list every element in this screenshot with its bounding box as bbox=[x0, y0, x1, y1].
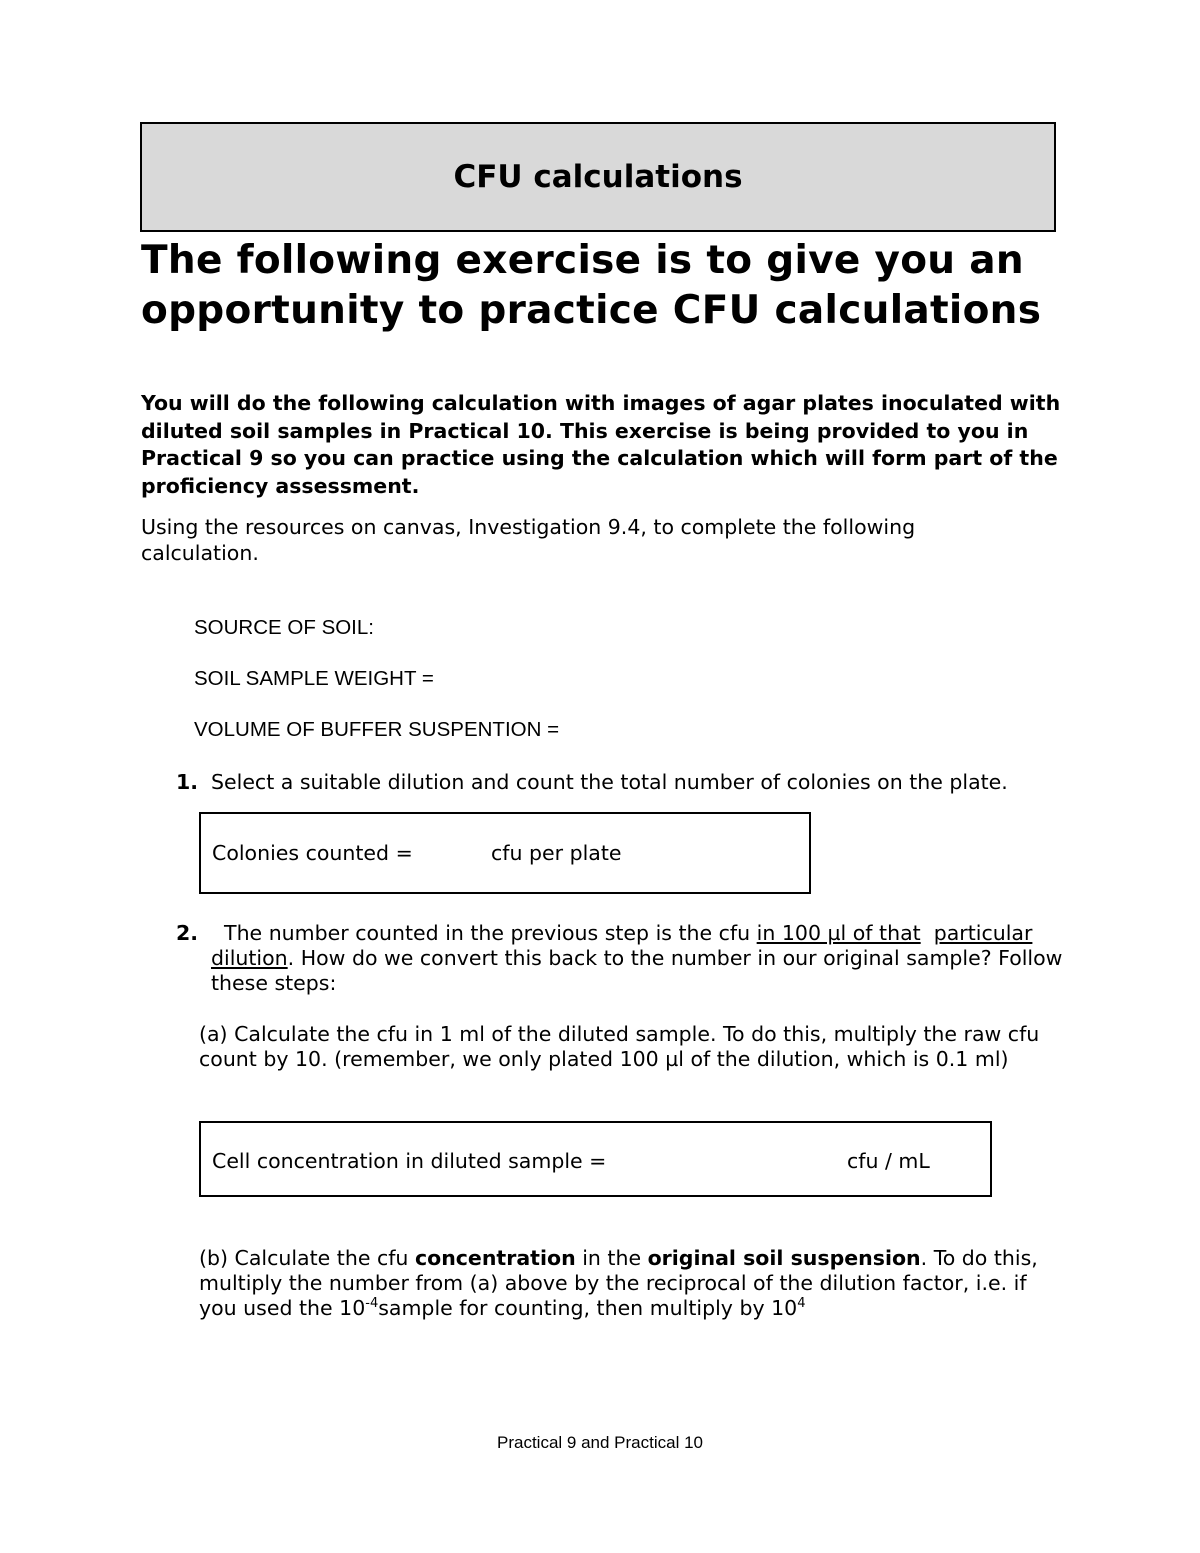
step-2b-part-3: . To do this, multiply the number from (a) above by the reciprocal of the dilution factor, i.e. if you used the 10 bbox=[199, 1246, 1038, 1320]
step-2b-part-1: (b) Calculate the cfu bbox=[199, 1246, 415, 1270]
title-box bbox=[140, 122, 1056, 232]
step-2-number: 2. bbox=[176, 921, 199, 945]
colonies-counted-box[interactable] bbox=[199, 812, 811, 894]
step-2-underlined-1: in 100 µl of that bbox=[756, 921, 921, 945]
step-2a-text: (a) Calculate the cfu in 1 ml of the diluted sample. To do this, multiply the raw cfu count by 10. (remember, we only plated 100 µl of the dilution, which is 0.1 ml) bbox=[199, 1022, 1040, 1071]
step-1-number: 1. bbox=[176, 770, 199, 794]
step-2b-exponent-1: -4 bbox=[365, 1296, 379, 1312]
page-title: CFU calculations bbox=[453, 159, 743, 195]
step-2-text-b: . How do we convert this back to the number in our original sample? Follow these steps: bbox=[211, 946, 1063, 995]
colonies-counted-label: Colonies counted = bbox=[212, 841, 413, 865]
exercise-heading: The following exercise is to give you an opportunity to practice CFU calculations bbox=[141, 238, 1042, 333]
cfu-per-plate-unit: cfu per plate bbox=[491, 841, 622, 865]
cell-concentration-box[interactable] bbox=[199, 1121, 992, 1197]
step-2-underlined-2: particular dilution bbox=[211, 921, 1033, 970]
page-footer: Practical 9 and Practical 10 bbox=[497, 1433, 703, 1452]
intro-bold-paragraph: You will do the following calculation with images of agar plates inoculated with diluted soil samples in Practical 10. This exercise is being provided to you in Practical 9 so you can practice using the calculation which will form part of the proficiency assessment. bbox=[141, 391, 1061, 498]
cell-concentration-label: Cell concentration in diluted sample = bbox=[212, 1149, 607, 1173]
step-2b-bold-original-suspension: original soil suspension bbox=[647, 1246, 921, 1270]
soil-sample-weight-field: SOIL SAMPLE WEIGHT = bbox=[194, 667, 434, 690]
step-2b-text bbox=[199, 1246, 1059, 1321]
step-2b-exponent-2: 4 bbox=[797, 1296, 806, 1312]
step-2-text-a: The number counted in the previous step is the cfu bbox=[224, 921, 751, 945]
buffer-volume-field: VOLUME OF BUFFER SUSPENTION = bbox=[194, 718, 560, 741]
step-1-text: Select a suitable dilution and count the total number of colonies on the plate. bbox=[211, 770, 1008, 794]
cfu-per-ml-unit: cfu / mL bbox=[847, 1149, 930, 1173]
step-2-text bbox=[211, 921, 1071, 996]
step-2b-part-4: sample for counting, then multiply by 10 bbox=[378, 1296, 798, 1320]
step-2b-bold-concentration: concentration bbox=[414, 1246, 576, 1270]
intro-paragraph: Using the resources on canvas, Investigation 9.4, to complete the following calculation. bbox=[141, 515, 916, 565]
step-2b-part-2: in the bbox=[575, 1246, 648, 1270]
source-of-soil-field: SOURCE OF SOIL: bbox=[194, 616, 374, 639]
